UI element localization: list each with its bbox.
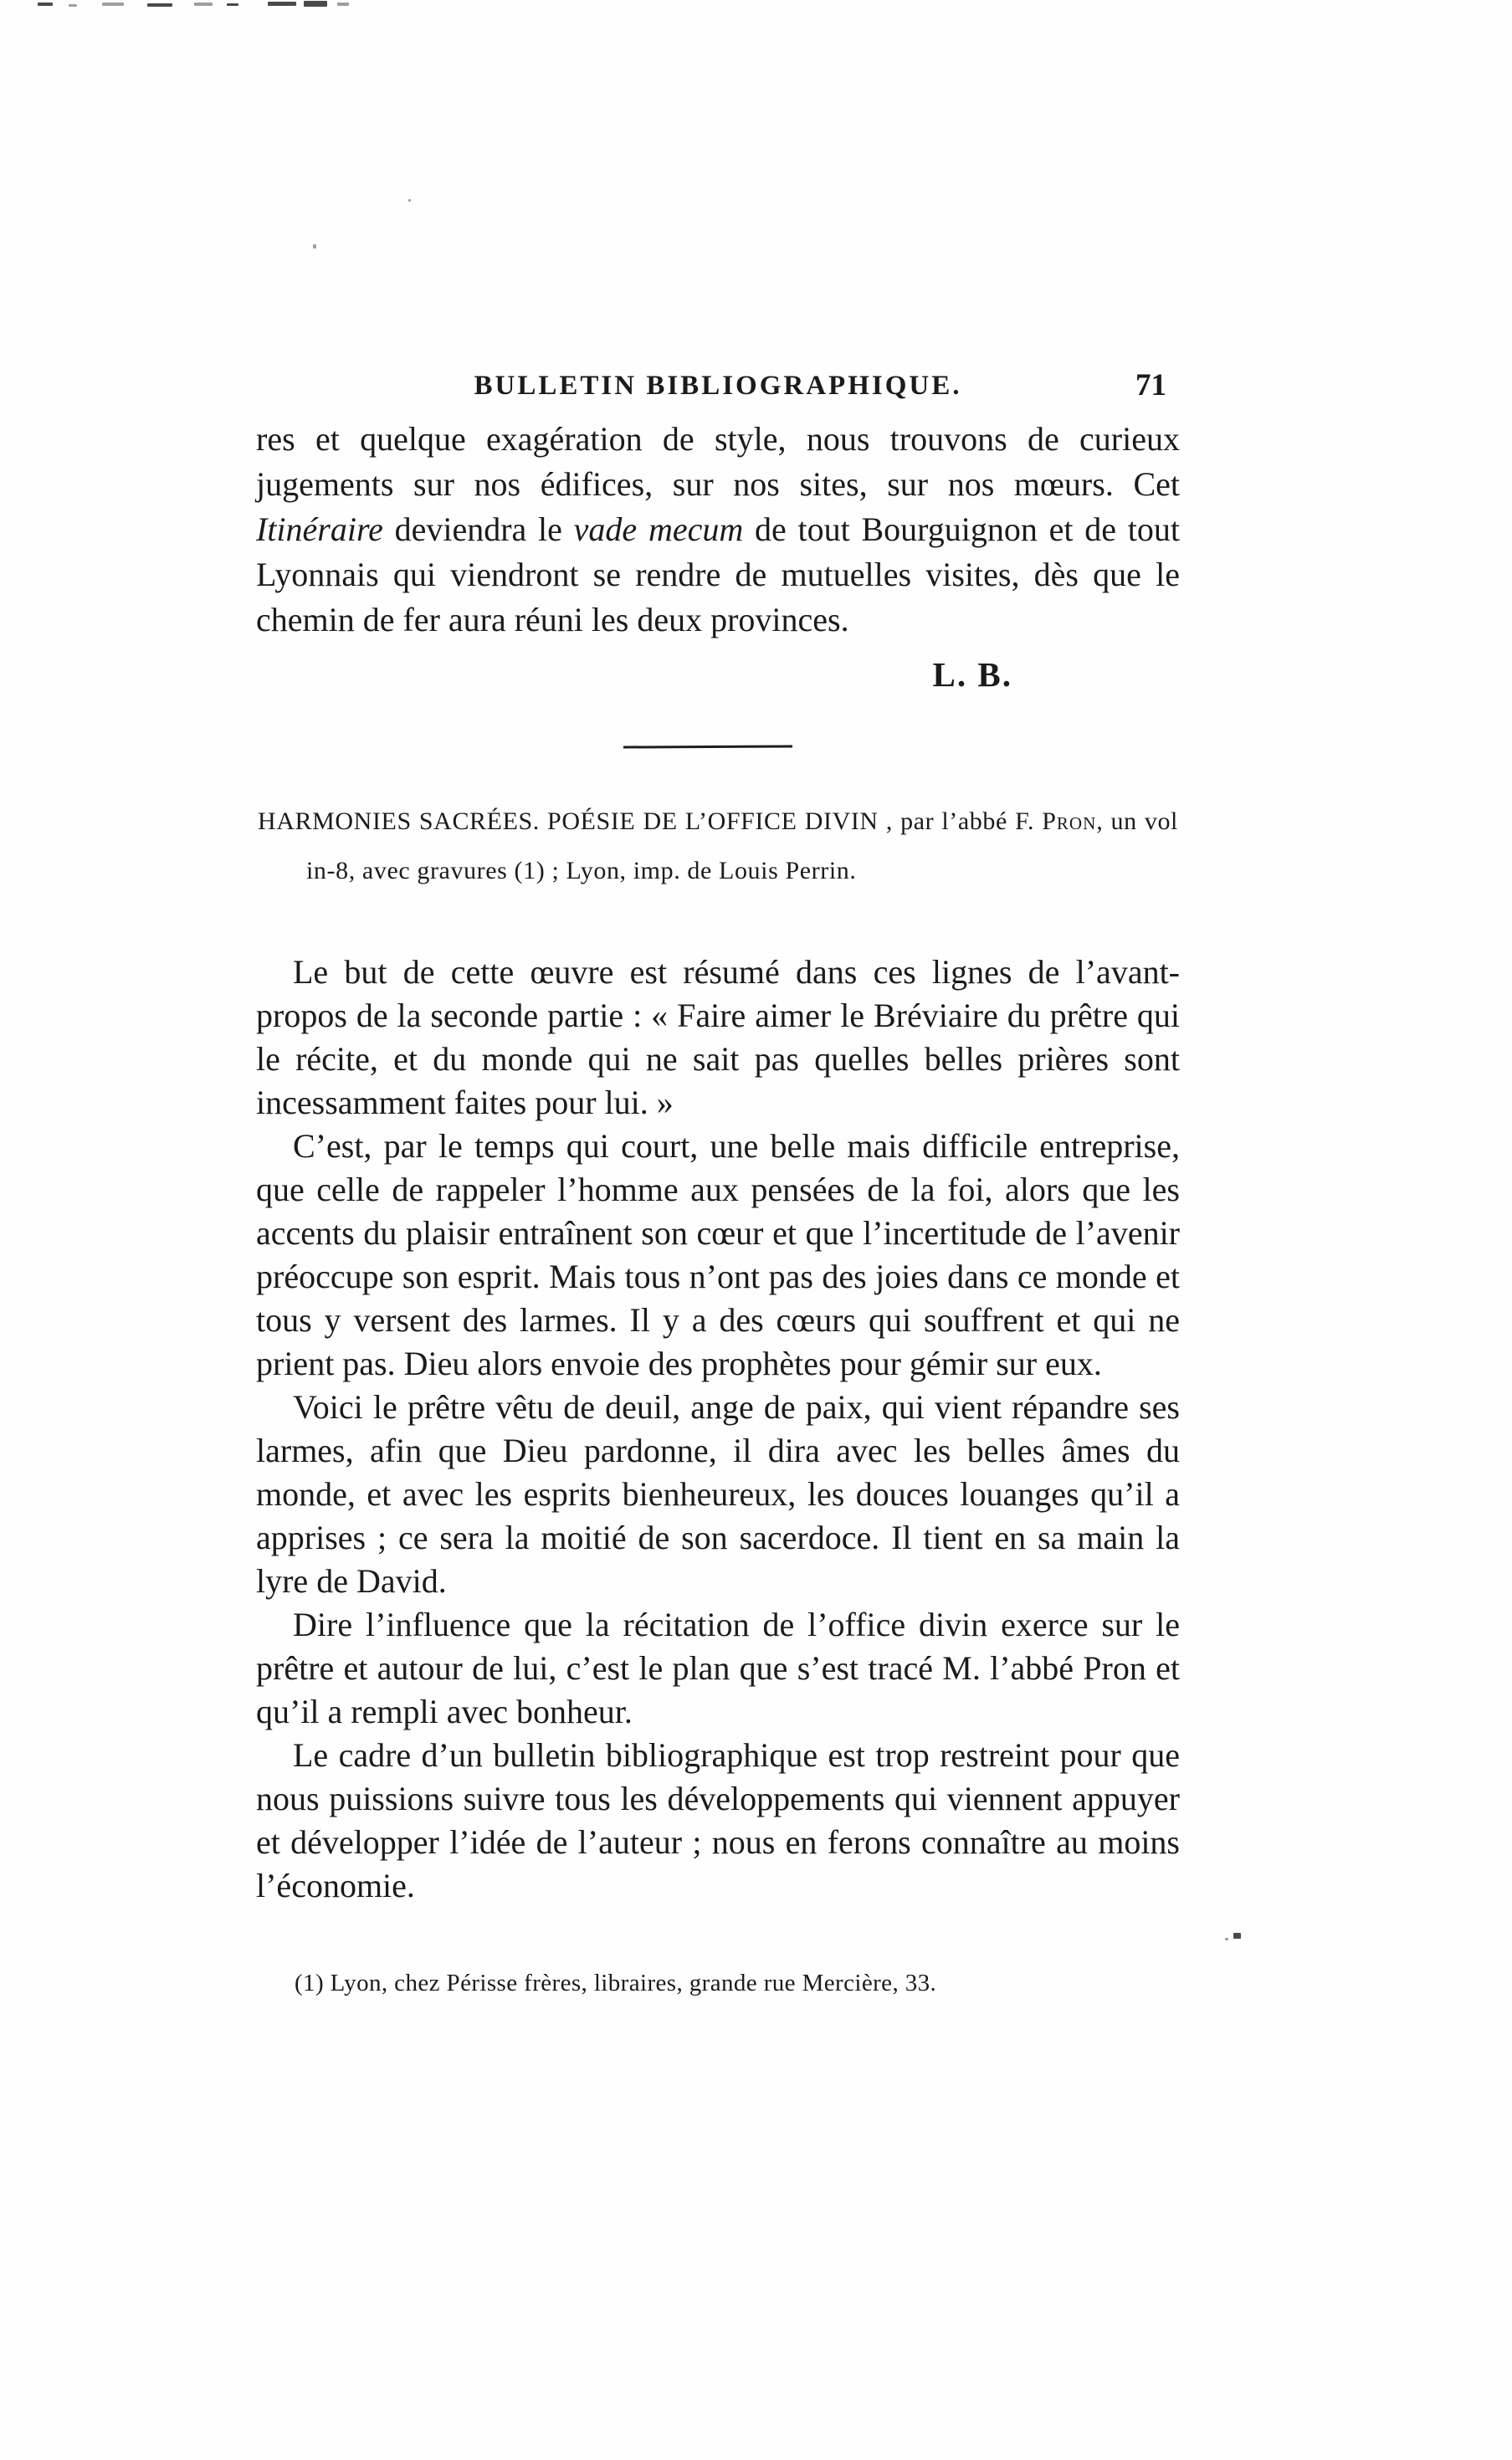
book-citation <box>258 797 1178 895</box>
citation-title: HARMONIES SACRÉES. POÉSIE DE L’OFFICE DIVIN , par l’abbé <box>258 807 1016 835</box>
scan-speck <box>313 244 316 249</box>
review-body <box>256 951 1180 1908</box>
intro-text-3: de tout Bourguignon et de tout Lyonnais qui viendront se rendre de mutuelles visites, dès que le chemin de fer aura réuni les deux provinces. <box>256 510 1181 638</box>
citation-author-name: Pron <box>1042 807 1097 835</box>
scan-speck <box>102 3 124 6</box>
scan-speck <box>194 3 213 6</box>
scan-speck <box>1233 1933 1241 1939</box>
scan-speck <box>227 3 238 6</box>
italic-work-title: Itinéraire <box>256 510 383 548</box>
italic-latin-phrase: vade mecum <box>573 510 744 548</box>
scan-speck <box>69 4 77 7</box>
citation-author-initial: F. <box>1015 807 1043 835</box>
running-title: BULLETIN BIBLIOGRAPHIQUE. <box>474 371 962 401</box>
scan-speck <box>38 3 53 6</box>
body-paragraph: C’est, par le temps qui court, une belle mais difficile entreprise, que celle de rappeler l’homme aux pensées de la foi, alors que les accents du plaisir entraînent son cœur et que l’incertitude de l’avenir préoccupe son esprit. Mais tous n’ont pas des joies dans ce monde et tous y versent des larmes. Il y a des cœurs qui souffrent et qui ne prient pas. Dieu alors envoie des prophètes pour gémir sur eux. <box>256 1127 1180 1382</box>
page-header <box>258 366 1178 405</box>
body-paragraph: Le but de cette œuvre est résumé dans ces lignes de l’avant-propos de la seconde partie : « Faire aimer le Bréviaire du prêtre qui le récite, et du monde qui ne sait pas quelles belles prières sont incessamment faites pour lui. » <box>256 953 1180 1121</box>
body-paragraph: Le cadre d’un bulletin bibliographique est trop restreint pour que nous puissions suivre tous les développements qui viennent appuyer et développer l’idée de l’auteur ; nous en ferons connaître au moins l’économie. <box>256 1736 1180 1904</box>
scan-speck <box>337 3 349 6</box>
scan-speck <box>147 3 172 7</box>
page-number: 71 <box>1135 368 1166 402</box>
footnote: (1) Lyon, chez Périsse frères, libraires, grande rue Mercière, 33. <box>295 1970 937 1996</box>
citation-details: , un vol in-8, avec gravures (1) ; Lyon, imp. de Louis Perrin. <box>306 807 1178 884</box>
section-divider-rule <box>623 745 792 748</box>
scan-speck <box>304 1 327 7</box>
scan-speck <box>408 199 411 202</box>
intro-paragraph <box>256 417 1180 643</box>
signature: L. B. <box>932 655 1012 694</box>
intro-text-1: res et quelque exagération de style, nous trouvons de curieux jugements sur nos édifices, sur nos sites, sur nos mœurs. Cet <box>256 420 1180 503</box>
body-paragraph: Dire l’influence que la récitation de l’office divin exerce sur le prêtre et autour de lui, c’est le plan que s’est tracé M. l’abbé Pron et qu’il a rempli avec bonheur. <box>256 1606 1180 1730</box>
scan-speck <box>268 2 296 6</box>
body-paragraph: Voici le prêtre vêtu de deuil, ange de paix, qui vient répandre ses larmes, afin que Dieu pardonne, il dira avec les belles âmes du monde, et avec les esprits bienheureux, les douces louanges qu’il a apprises ; ce sera la moitié de son sacerdoce. Il tient en sa main la lyre de David. <box>256 1388 1180 1600</box>
intro-text-2: deviendra le <box>382 510 574 548</box>
scan-speck <box>1225 1938 1228 1940</box>
